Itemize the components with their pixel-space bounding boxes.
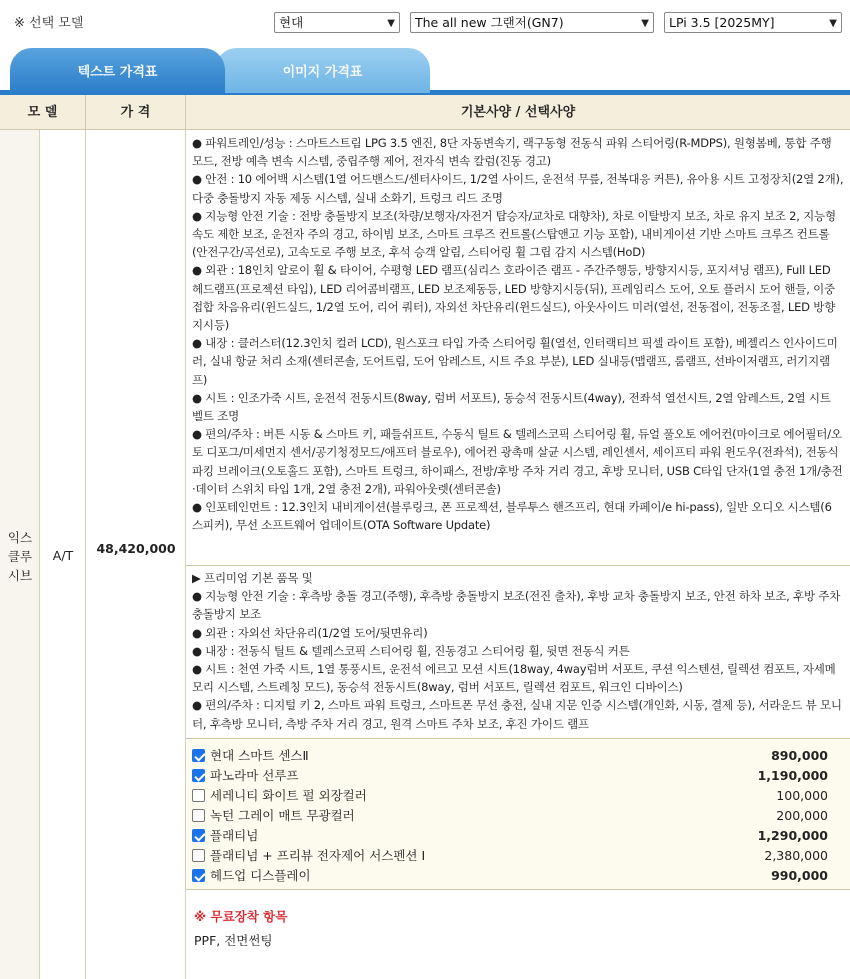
spec-line: ● 내장 : 클러스터(12.3인치 컬러 LCD), 원스포크 타입 가죽 스티어링 휠(열선, 인터랙티브 픽셀 라이트 포함), 베젤리스 인사이드미러, 실내 항균 처리 소재(센터콘솔, 도어트림, 도어 암레스트, 시트 주요 부분), LED 실내등(맵램프, 룸램프, 선바이저램프, 러기지램프): [192, 336, 838, 387]
select-model-label: ※ 선택 모델: [14, 16, 84, 31]
option-price: 2,380,000: [764, 848, 828, 863]
option-checkbox[interactable]: [192, 789, 205, 802]
chevron-down-icon: ▼: [641, 18, 649, 29]
option-checkbox[interactable]: [192, 869, 205, 882]
model-select[interactable]: The all new 그랜저(GN7) ▼: [410, 12, 654, 33]
spec-line: ● 편의/주차 : 버튼 시동 & 스마트 키, 패들쉬프트, 수동식 틸트 & 텔레스코픽 스티어링 휠, 듀얼 풀오토 에어컨(마이크로 에어필터/오토 디포그/미세먼지 센서/공기청정모드/애프터 블로우), 에어컨 광촉매 살균 시스템, 레인센서, 세이프티 파워 윈도우(전좌석), 전동식 파킹 브레이크(오토홀드 포함), 스마트 트렁크, 하이패스, 전방/후방 주차 거리 경고, 후방 모니터, USB C타입 단자(1열 충전 1개/충전·데이터 스위치 타입 1개, 2열 충전 2개), 파워아웃렛(센터콘솔): [192, 427, 843, 496]
price-cell: [86, 130, 186, 979]
chevron-down-icon: ▼: [387, 18, 395, 29]
option-serenity-white[interactable]: 세레니티 화이트 펄 외장컬러 100,000: [186, 786, 850, 806]
option-platinum[interactable]: 플래티넘 1,290,000: [186, 826, 850, 846]
option-price: 1,190,000: [757, 768, 828, 783]
option-list: [186, 740, 850, 890]
trim-select[interactable]: LPi 3.5 [2025MY] ▼: [664, 12, 842, 33]
transmission-value: A/T: [52, 548, 74, 563]
header-price: 가 격: [86, 95, 186, 130]
premium-spec: [186, 567, 850, 739]
model-name: 익스 클루 시브: [7, 530, 33, 583]
tab-image-price[interactable]: 이미지 가격표: [215, 48, 430, 93]
tab-text-price[interactable]: 텍스트 가격표: [10, 48, 225, 93]
model-cell: [0, 130, 40, 979]
option-platinum-suspension[interactable]: 플래티넘 + 프리뷰 전자제어 서스펜션 Ⅰ 2,380,000: [186, 846, 850, 866]
spec-line: ● 인포테인먼트 : 12.3인치 내비게이션(블루링크, 폰 프로젝션, 블루투스 핸즈프리, 현대 카페이/e hi-pass), 일반 오디오 시스템(6 스피커), 무선 소프트웨어 업데이트(OTA Software Update): [192, 500, 832, 533]
option-checkbox[interactable]: [192, 769, 205, 782]
option-price: 890,000: [771, 748, 828, 763]
spec-line: ● 시트 : 인조가죽 시트, 운전석 전동시트(8way, 럼버 서포트), 동승석 전동시트(4way), 전좌석 열선시트, 2열 암레스트, 2열 시트 벨트 조명: [192, 390, 831, 424]
model-selector-bar: [0, 0, 850, 44]
price-table: [0, 130, 850, 979]
option-checkbox[interactable]: [192, 849, 205, 862]
spec-line: ● 외관 : 18인치 알로이 휠 & 타이어, 수평형 LED 램프(심리스 호라이즌 램프 - 주간주행등, 방향지시등, 포지셔닝 램프), Full LED 헤드램프(프로젝션 타입), LED 리어콤비램프, LED 보조제동등, LED 방향지시등(뒤), 프레임리스 도어, 오토 플러시 도어 핸들, 이중접합 차음유리(윈드실드, 1/2열 도어, 리어 쿼터), 자외선 차단유리(윈드실드), 아웃사이드 미러(열선, 전동접이, 전동조절, LED 방향지시등): [192, 263, 836, 333]
header-spec: 기본사양 / 선택사양: [460, 105, 576, 120]
free-install-section: [186, 891, 850, 979]
basic-spec: [186, 130, 850, 566]
option-price: 200,000: [776, 808, 828, 823]
option-smart-sense[interactable]: 현대 스마트 센스Ⅱ 890,000: [186, 746, 850, 766]
brand-select[interactable]: 현대 ▼: [274, 12, 400, 33]
free-install-title: ※ 무료장착 항목: [194, 909, 288, 924]
chevron-down-icon: ▼: [829, 18, 837, 29]
spec-line: ● 지능형 안전 기술 : 전방 충돌방지 보조(차량/보행자/자전거 탑승자/교차로 대향차), 차로 이탈방지 보조, 차로 유지 보조 2, 지능형 속도 제한 보조, 운전자 주의 경고, 하이빔 보조, 스마트 크루즈 컨트롤(스탑앤고 기능 포함), 내비게이션 기반 스마트 크루즈 컨트롤(안전구간/곡선로), 고속도로 주행 보조, 후석 승객 알림, 스티어링 휠 그립 감지 시스템(HoD): [192, 208, 836, 260]
spec-line: ▶ 프리미엄 기본 품목 및: [192, 571, 313, 585]
price-tabs: [0, 48, 850, 96]
spec-line: ● 파워트레인/성능 : 스마트스트림 LPG 3.5 엔진, 8단 자동변속기, 랙구동형 전동식 파워 스티어링(R-MDPS), 원형봄베, 통합 주행 모드, 전방 예측 변속 시스템, 중립주행 제어, 전자식 변속 칼럼(진동 경고): [192, 136, 832, 169]
option-checkbox[interactable]: [192, 829, 205, 842]
spec-line: ● 외관 : 자외선 차단유리(1/2열 도어/뒷면유리): [192, 625, 428, 640]
option-checkbox[interactable]: [192, 809, 205, 822]
spec-line: ● 시트 : 천연 가죽 시트, 1열 통풍시트, 운전석 에르고 모션 시트(18way, 4way럼버 서포트, 쿠션 익스텐션, 릴렉션 컴포트, 자세메모리 시스템, 스트레칭 모드), 동승석 전동시트(8way, 럼버 서포트, 릴렉션 컴포트, 워크인 디바이스): [192, 662, 836, 695]
table-header: [0, 95, 850, 130]
option-panorama-sunroof[interactable]: 파노라마 선루프 1,190,000: [186, 766, 850, 786]
spec-line: ● 안전 : 10 에어백 시스템(1열 어드밴스드/센터사이드, 1/2열 사이드, 운전석 무릎, 전복대응 커튼), 유아용 시트 고정장치(2열 2개), 다중 충돌방지 자동 제동 시스템, 실내 소화기, 트렁크 리드 조명: [192, 172, 844, 205]
option-hud[interactable]: 헤드업 디스플레이 990,000: [186, 866, 850, 886]
spec-line: ● 지능형 안전 기술 : 후측방 충돌 경고(주행), 후측방 충돌방지 보조(전진 출차), 후방 교차 충돌방지 보조, 안전 하차 보조, 후방 주차 충돌방지 보조: [192, 589, 841, 622]
free-install-items: PPF, 전면썬팅: [194, 933, 273, 948]
option-price: 1,290,000: [757, 828, 828, 843]
spec-line: ● 내장 : 전동식 틸트 & 텔레스코픽 스티어링 휠, 진동경고 스티어링 휠, 뒷면 전동식 커튼: [192, 643, 630, 658]
option-price: 100,000: [776, 788, 828, 803]
option-price: 990,000: [771, 868, 828, 883]
spec-line: ● 편의/주차 : 디지털 키 2, 스마트 파워 트렁크, 스마트폰 무선 충전, 실내 지문 인증 시스템(개인화, 시동, 결제 등), 서라운드 뷰 모니터, 후측방 모니터, 측방 주차 거리 경고, 원격 스마트 주차 보조, 후진 가이드 램프: [192, 698, 842, 731]
base-price: 48,420,000: [96, 541, 176, 556]
option-nocturne-gray[interactable]: 녹턴 그레이 매트 무광컬러 200,000: [186, 806, 850, 826]
option-checkbox[interactable]: [192, 749, 205, 762]
transmission-cell: [40, 130, 86, 979]
header-model: 모 델: [0, 95, 86, 130]
